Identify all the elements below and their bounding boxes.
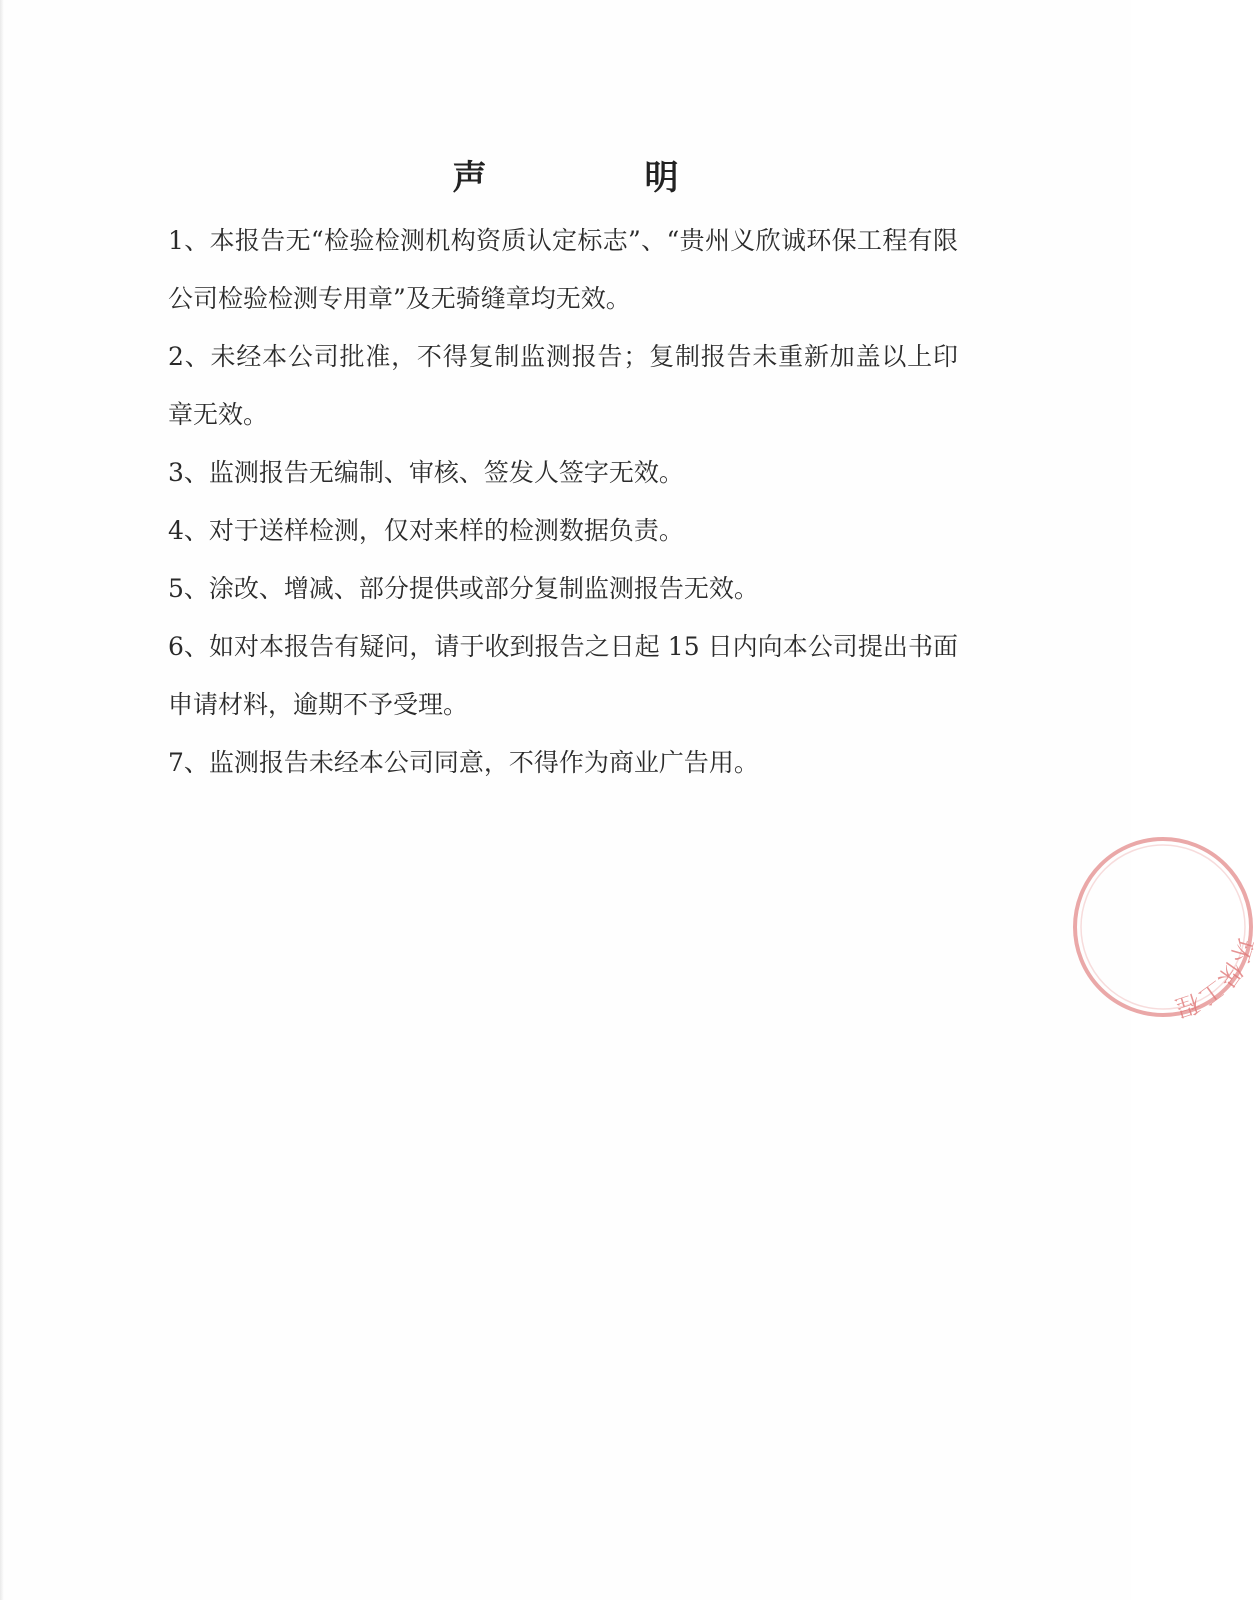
clause-item: 7、监测报告未经本公司同意，不得作为商业广告用。 <box>168 748 759 777</box>
page-title: 声 明 <box>452 158 741 198</box>
clause-item: 1、本报告无“检验检测机构资质认定标志”、“贵州义欣诚环保工程有限公司检验检测专用章”及无骑缝章均无效。 <box>168 226 958 313</box>
clause-list <box>168 212 958 792</box>
scan-edge <box>0 0 4 1600</box>
seal-text: 环保工程 <box>1172 934 1258 1022</box>
clause-item: 2、未经本公司批准，不得复制监测报告；复制报告未重新加盖以上印章无效。 <box>168 342 958 429</box>
clause-item: 3、监测报告无编制、审核、签发人签字无效。 <box>168 458 684 487</box>
company-seal-stamp <box>1068 832 1258 1022</box>
clause-item: 5、涂改、增减、部分提供或部分复制监测报告无效。 <box>168 574 759 603</box>
clause-item: 6、如对本报告有疑问，请于收到报告之日起 15 日内向本公司提出书面申请材料，逾期不予受理。 <box>168 632 958 719</box>
clause-item: 4、对于送样检测，仅对来样的检测数据负责。 <box>168 516 684 545</box>
